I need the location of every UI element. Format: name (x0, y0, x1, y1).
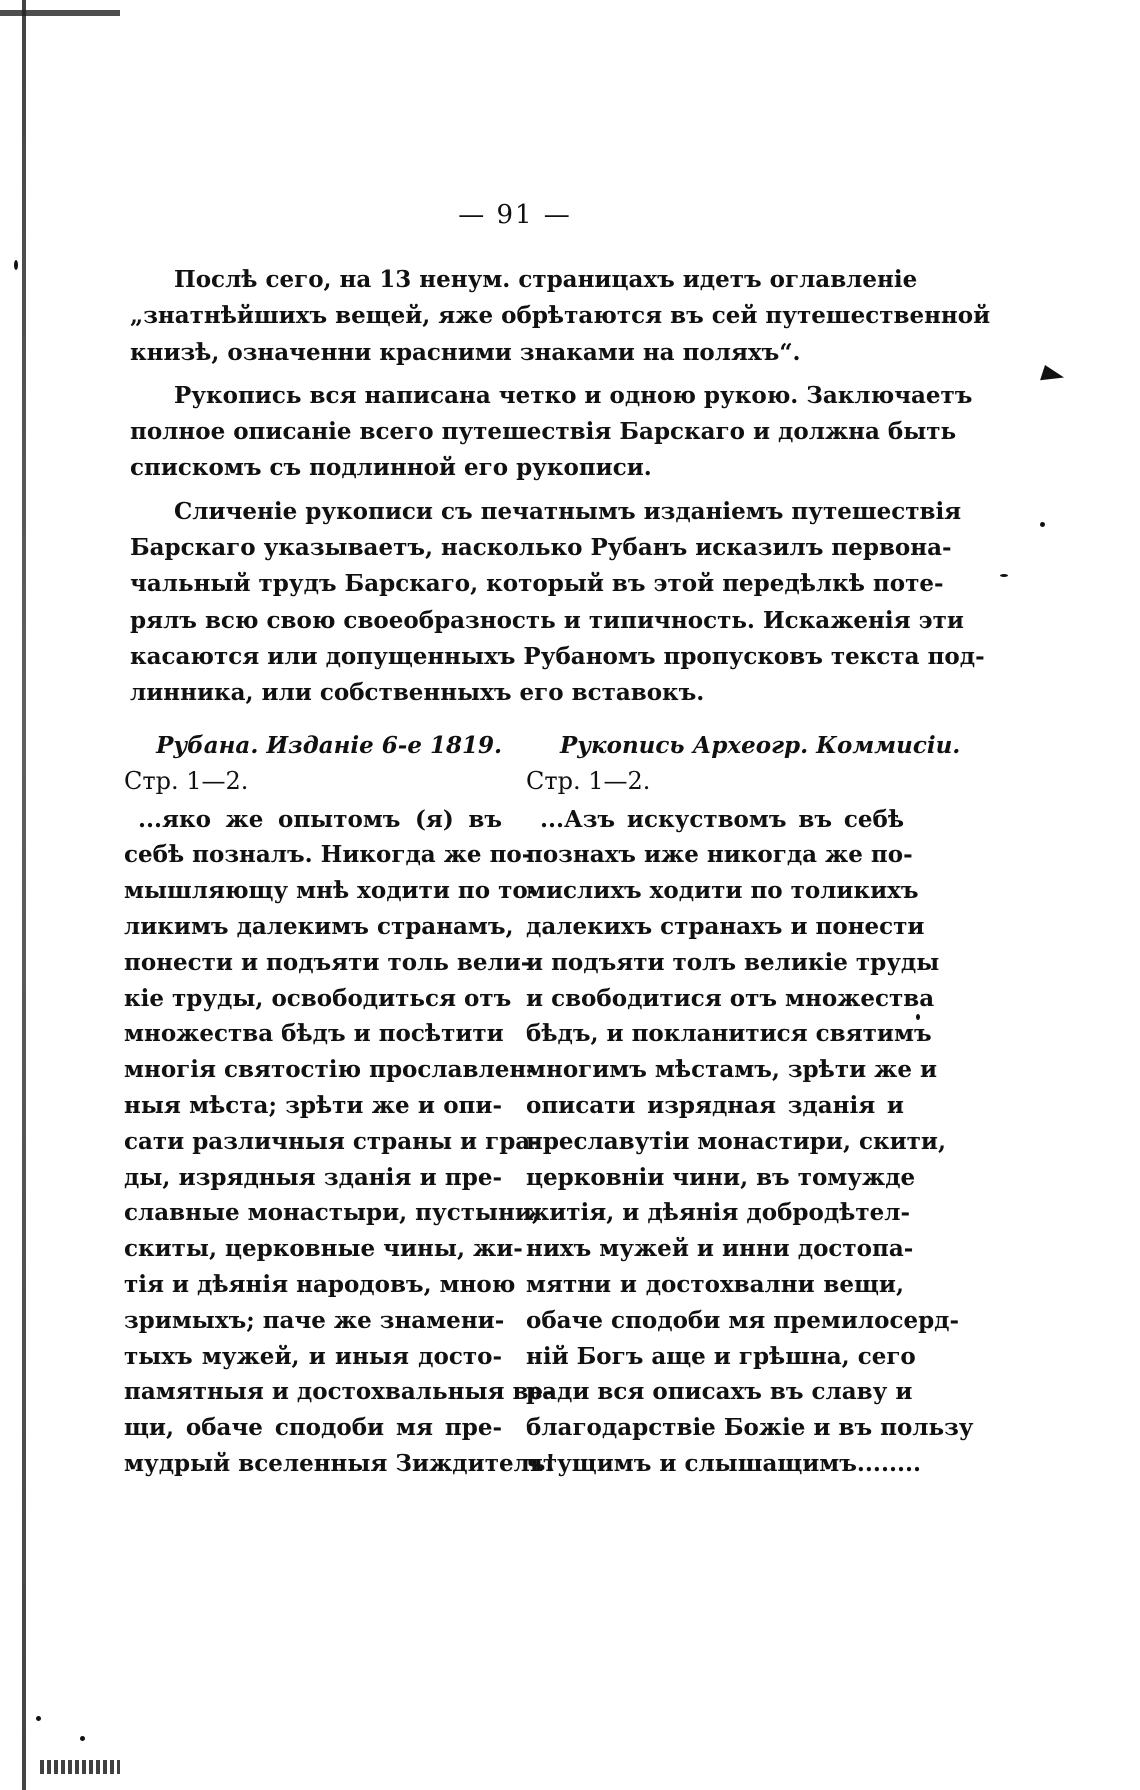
left-column-text (124, 802, 556, 1482)
text-line: книзѣ, означенни красними знаками на поляхъ“. (130, 338, 801, 366)
scan-top-mark (0, 10, 120, 16)
column-line: ній Богъ аще и грѣшна, сего (526, 1342, 916, 1370)
column-line: чтущимъ и слышащимъ........ (526, 1449, 921, 1477)
text-line: Сличеніе рукописи съ печатнымъ изданіемъ путешествія (174, 497, 962, 525)
column-line: и подъяти толъ великіе труды (526, 948, 940, 976)
text-line: касаются или допущенныхъ Рубаномъ пропусковъ текста под- (130, 642, 985, 670)
column-line: ликимъ далекимъ странамъ, (124, 912, 514, 940)
column-line: обаче сподоби мя премилосерд- (526, 1306, 960, 1334)
text-line: полное описаніе всего путешествія Барскаго и должна быть (130, 418, 957, 446)
column-line: многія святостію прославлен- (124, 1056, 536, 1084)
left-column-page-ref: Стр. 1—2. (124, 766, 249, 795)
ink-speck (36, 1716, 41, 1721)
left-column-ruban-edition (124, 728, 556, 1482)
paragraph (130, 262, 991, 371)
text-line: Барскаго указываетъ, насколько Рубанъ исказилъ первона- (130, 534, 952, 562)
column-line: кіе труды, освободиться отъ (124, 984, 512, 1012)
column-line: понести и подъяти толь вели- (124, 948, 531, 976)
column-line: описати изрядная зданія и (526, 1091, 904, 1119)
column-line: церковніи чини, въ томужде (526, 1163, 916, 1191)
column-line: познахъ иже никогда же по- (526, 841, 913, 869)
text-line: Рукопись вся написана четко и одною рукою. Заключаетъ (174, 381, 973, 409)
text-line: Послѣ сего, на 13 ненум. страницахъ идетъ оглавленіе (174, 266, 918, 293)
column-line: ды, изрядныя зданія и пре- (124, 1163, 502, 1191)
text-line: рялъ всю свою своеобразность и типичность. Искаженія эти (130, 606, 964, 634)
column-line: житія, и дѣянія добродѣтел- (526, 1199, 910, 1227)
column-line: ...яко же опытомъ (я) въ (138, 805, 502, 833)
column-line: многимъ мѣстамъ, зрѣти же и (526, 1056, 938, 1084)
intro-text (130, 262, 991, 719)
column-line: тыхъ мужей, и иныя досто- (124, 1342, 502, 1370)
column-line: преславутіи монастири, скити, (526, 1127, 946, 1155)
column-line: далекихъ странахъ и понести (526, 912, 925, 940)
scan-edge-shadow (22, 0, 26, 1790)
column-line: памятныя и достохвальныя ве- (124, 1378, 553, 1406)
text-line: линника, или собственныхъ его вставокъ. (130, 679, 705, 707)
ink-speck (1000, 574, 1008, 577)
column-line: славные монастыри, пустыни, (124, 1199, 540, 1227)
right-column-text (526, 802, 974, 1482)
column-line: тія и дѣянія народовъ, мною (124, 1270, 516, 1298)
left-column-heading: Рубана. Изданіе 6-е 1819. (156, 732, 502, 759)
margin-mark (1040, 365, 1066, 387)
right-column-heading: Рукопись Археогр. Коммисіи. (560, 732, 961, 759)
column-line: бѣдъ, и покланитися святимъ (526, 1020, 932, 1048)
column-line: скиты, церковные чины, жи- (124, 1235, 523, 1263)
column-line: ради вся описахъ въ славу и (526, 1378, 913, 1406)
column-line: мислихъ ходити по толикихъ (526, 877, 919, 905)
column-line: мятни и достохвални вещи, (526, 1270, 904, 1298)
right-column-page-ref: Стр. 1—2. (526, 766, 651, 795)
column-line: множества бѣдъ и посѣтити (124, 1020, 504, 1048)
right-column-manuscript (526, 728, 974, 1482)
page-number: — 91 — (458, 200, 572, 230)
paragraph (130, 378, 973, 487)
ink-speck (1040, 522, 1045, 527)
text-line: чальный трудъ Барскаго, который въ этой передѣлкѣ поте- (130, 570, 944, 598)
ink-speck (14, 260, 18, 270)
column-line: себѣ позналъ. Никогда же по- (124, 841, 532, 869)
text-line: спискомъ съ подлинной его рукописи. (130, 454, 652, 482)
column-line: ныя мѣста; зрѣти же и опи- (124, 1091, 502, 1119)
column-line: щи, обаче сподоби мя пре- (124, 1414, 502, 1442)
column-line: мышляющу мнѣ ходити по то- (124, 877, 538, 905)
column-line: нихъ мужей и инни достопа- (526, 1235, 914, 1263)
paragraph (130, 494, 985, 712)
ink-speck (80, 1736, 85, 1741)
column-line: сати различныя страны и гра- (124, 1127, 540, 1155)
text-line: „знатнѣйшихъ вещей, яже обрѣтаются въ сей путешественной (130, 302, 991, 330)
column-line: благодарствіе Божіе и въ пользу (526, 1414, 974, 1442)
column-line: зримыхъ; паче же знамени- (124, 1306, 505, 1334)
column-line: и свободитися отъ множества (526, 984, 935, 1012)
column-line: ...Азъ искуствомъ въ себѣ (540, 805, 904, 833)
column-line: мудрый вселенныя Зиждитель! (124, 1449, 556, 1477)
scan-bottom-mark (40, 1760, 120, 1774)
